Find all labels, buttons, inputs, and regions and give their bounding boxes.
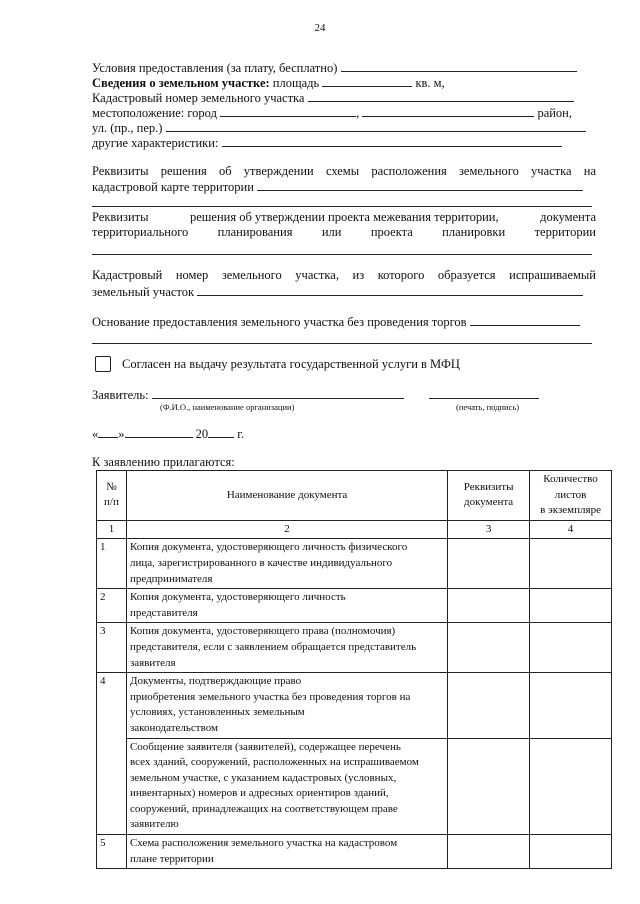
word: проекта: [370, 225, 413, 239]
word: территориального: [92, 225, 189, 239]
requisites-cell[interactable]: [448, 835, 530, 869]
sign-caption: (печать, подпись): [456, 402, 520, 412]
sheets-cell[interactable]: [530, 835, 612, 869]
survey-field-1[interactable]: [92, 254, 592, 255]
document-name: Схема расположения земельного участка на кадастровом плане территории: [126, 835, 447, 869]
consent-label: Согласен на выдачу результата государственной услуги в МФЦ: [122, 357, 460, 371]
survey-line-1: [92, 210, 596, 225]
sheets-cell[interactable]: [530, 623, 612, 673]
table-row: [97, 539, 612, 589]
row-number: 2: [97, 589, 127, 623]
conditions-field[interactable]: [341, 60, 577, 72]
document-name: Копия документа, удостоверяющего личность представителя: [126, 589, 447, 623]
table-row: [97, 589, 612, 623]
word: решения об утверждении проекта межевания территории,: [189, 210, 499, 224]
table-row: [97, 835, 612, 869]
basis-extra-line[interactable]: [92, 343, 592, 344]
table-row: [97, 623, 612, 673]
header-sheets: Количество листов в экземпляре: [530, 471, 612, 521]
street-label: ул. (пр., пер.): [92, 121, 163, 135]
conditions-label: Условия предоставления (за плату, бесплатно): [92, 61, 338, 75]
location-comma: ,: [356, 106, 360, 120]
word: расположения: [371, 164, 447, 178]
word: номер: [175, 268, 209, 282]
location-line: [92, 105, 596, 121]
word: утверждении: [243, 164, 314, 178]
document-name: Сообщение заявителя (заявителей), содержащее перечень всех зданий, сооружений, расположенных на испрашиваемом земельном участке, с указанием кадастровых (условных, инвентарных) номеров и адресных ориентиров зданий, сооружений, принадлежащих на соответствующем праве заявителю: [126, 738, 447, 835]
table-header-row: [97, 471, 612, 521]
header-name: Наименование документа: [126, 471, 447, 521]
word: планирования: [217, 225, 293, 239]
row-number: 4: [97, 673, 127, 835]
scheme-line-2: [92, 179, 596, 195]
source-label: земельный участок: [92, 285, 195, 299]
district-label: район,: [537, 106, 572, 120]
word: испрашиваемый: [509, 268, 596, 282]
word: из: [352, 268, 365, 282]
street-field[interactable]: [166, 120, 586, 132]
word: или: [321, 225, 342, 239]
year-suffix: г.: [237, 427, 245, 441]
applicant-name-field[interactable]: [152, 387, 404, 399]
row-number: 3: [97, 623, 127, 673]
sheets-cell[interactable]: [530, 589, 612, 623]
word: схемы: [325, 164, 360, 178]
word: решения: [160, 164, 207, 178]
date-line: [92, 426, 596, 442]
document-name: Копия документа, удостоверяющего личность физического лица, зарегистрированного в качестве индивидуального предпринимателя: [126, 539, 447, 589]
source-field[interactable]: [197, 284, 583, 296]
word: Кадастровый: [92, 268, 163, 282]
location-label: местоположение: город: [92, 106, 217, 120]
consent-checkbox[interactable]: [95, 356, 111, 372]
col-number: 3: [448, 520, 530, 539]
date-open-quote: «: [92, 427, 99, 441]
col-number: 4: [530, 520, 612, 539]
requisites-cell[interactable]: [448, 539, 530, 589]
sheets-cell[interactable]: [530, 738, 612, 835]
date-close-quote: »: [118, 427, 125, 441]
word: участка: [531, 164, 572, 178]
word: на: [583, 164, 596, 178]
year-prefix: 20: [195, 427, 209, 441]
requisites-cell[interactable]: [448, 673, 530, 738]
word: документа: [540, 210, 596, 224]
word: земельного: [221, 268, 282, 282]
other-label: другие характеристики:: [92, 136, 219, 150]
source-line-1: [92, 268, 596, 283]
word: Реквизиты: [92, 164, 149, 178]
attached-label: К заявлению прилагаются:: [92, 455, 235, 469]
area-label: площадь: [272, 76, 320, 90]
column-number-row: [97, 520, 612, 539]
document-name: Документы, подтверждающие право приобретения земельного участка без проведения торгов на условиях, установленных земельным законодательством: [126, 673, 447, 738]
fio-caption: (Ф.И.О., наименование организации): [160, 402, 295, 412]
row-number: 1: [97, 539, 127, 589]
land-info-heading: Сведения о земельном участке:: [92, 76, 270, 90]
cadastral-label: Кадастровый номер земельного участка: [92, 91, 305, 105]
other-line: [92, 135, 596, 151]
area-field[interactable]: [322, 75, 412, 87]
sheets-cell[interactable]: [530, 673, 612, 738]
scheme-line-1: [92, 164, 596, 179]
col-number: 1: [97, 520, 127, 539]
cadastral-field[interactable]: [308, 90, 574, 102]
consent-line: [122, 357, 592, 372]
year-field[interactable]: [208, 426, 234, 438]
month-field[interactable]: [125, 426, 193, 438]
word: участка,: [295, 268, 339, 282]
document-name: Копия документа, удостоверяющего права (полномочия) представителя, если с заявлением обращается представитель заявителя: [126, 623, 447, 673]
word: Реквизиты: [92, 210, 149, 224]
street-line: [92, 120, 596, 136]
page-number: 24: [314, 22, 326, 34]
cadastral-line: [92, 90, 596, 106]
attached-heading: [92, 455, 596, 470]
table-row: [97, 738, 612, 835]
applicant-line: [92, 387, 596, 403]
header-requisites: Реквизиты документа: [448, 471, 530, 521]
city-field[interactable]: [220, 105, 356, 117]
basis-label: Основание предоставления земельного участка без проведения торгов: [92, 315, 467, 329]
applicant-label: Заявитель:: [92, 388, 149, 402]
survey-line-2: [92, 225, 596, 240]
word: образуется: [437, 268, 496, 282]
source-line-2: [92, 284, 596, 300]
scheme-extra-line[interactable]: [92, 206, 592, 207]
table-row: [97, 673, 612, 738]
word: об: [218, 164, 232, 178]
conditions-line: [92, 60, 596, 76]
sheets-cell[interactable]: [530, 539, 612, 589]
row-number: 5: [97, 835, 127, 869]
header-num: № п/п: [97, 471, 127, 521]
scheme-label: кадастровой карте территории: [92, 180, 254, 194]
basis-line: [92, 314, 596, 330]
other-field[interactable]: [222, 135, 562, 147]
col-number: 2: [126, 520, 447, 539]
requisites-cell[interactable]: [448, 589, 530, 623]
day-field[interactable]: [98, 426, 118, 438]
district-field[interactable]: [362, 105, 534, 117]
word: планировки: [442, 225, 506, 239]
word: земельного: [458, 164, 519, 178]
land-info-line: [92, 75, 596, 91]
signature-field[interactable]: [429, 387, 539, 399]
area-unit: кв. м,: [415, 76, 445, 90]
scheme-field[interactable]: [257, 179, 583, 191]
word: которого: [377, 268, 425, 282]
basis-field[interactable]: [470, 314, 580, 326]
requisites-cell[interactable]: [448, 738, 530, 835]
attachments-table: [96, 470, 612, 869]
word: территории: [534, 225, 596, 239]
requisites-cell[interactable]: [448, 623, 530, 673]
